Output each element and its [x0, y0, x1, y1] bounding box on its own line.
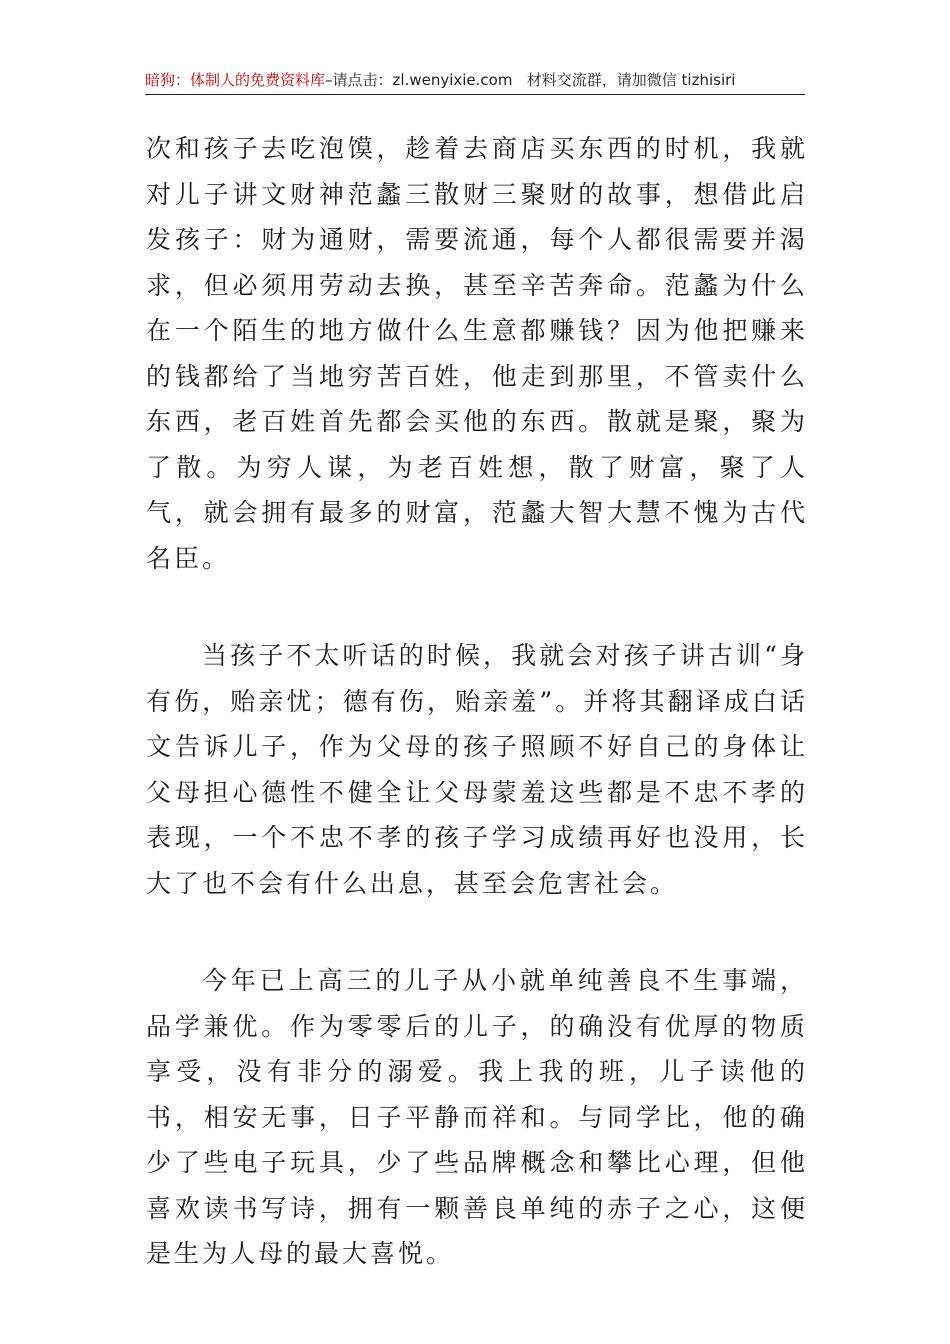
header-group-note: 材料交流群，请加微信 tizhisiri: [526, 71, 736, 89]
header-source-label: 暗狗：体制人的免费资料库: [145, 71, 326, 89]
paragraph-gap: [146, 581, 808, 633]
header-url-link[interactable]: zl.wenyixie.com: [392, 71, 513, 89]
page-header: [145, 66, 805, 95]
paragraph-son-senior-year: 今年已上高三的儿子从小就单纯善良不生事端，品学兼优。作为零零后的儿子，的确没有优厚的物质享受，没有非分的溺爱。我上我的班，儿子读他的书，相安无事，日子平静而祥和。与同学比，他的确少了些电子玩具，少了些品牌概念和攀比心理，但他喜欢读书写诗，拥有一颗善良单纯的赤子之心，这便是生为人母的最大喜悦。: [146, 966, 808, 1268]
header-click-prompt: –请点击：: [325, 71, 393, 89]
paragraph-continuation: 次和孩子去吃泡馍，趁着去商店买东西的时机，我就对儿子讲文财神范蠡三散财三聚财的故事，想借此启发孩子：财为通财，需要流通，每个人都很需要并渴求，但必须用劳动去换，甚至辛苦奔命。范蠡为什么在一个陌生的地方做什么生意都赚钱？因为他把赚来的钱都给了当地穷苦百姓，他走到那里，不管卖什么东西，老百姓首先都会买他的东西。散就是聚，聚为了散。为穷人谋，为老百姓想，散了财富，聚了人气，就会拥有最多的财富，范蠡大智大慧不愧为古代名臣。: [146, 134, 808, 573]
paragraph-ancient-motto: 当孩子不太听话的时候，我就会对孩子讲古训“身有伤，贻亲忧；德有伤，贻亲羞”。并将其翻译成白话文告诉儿子，作为父母的孩子照顾不好自己的身体让父母担心德性不健全让父母蒙羞这些都是不忠不孝的表现，一个不忠不孝的孩子学习成绩再好也没用，长大了也不会有什么出息，甚至会危害社会。: [146, 641, 808, 898]
paragraph-gap: [146, 906, 808, 958]
document-body: [146, 126, 808, 1277]
